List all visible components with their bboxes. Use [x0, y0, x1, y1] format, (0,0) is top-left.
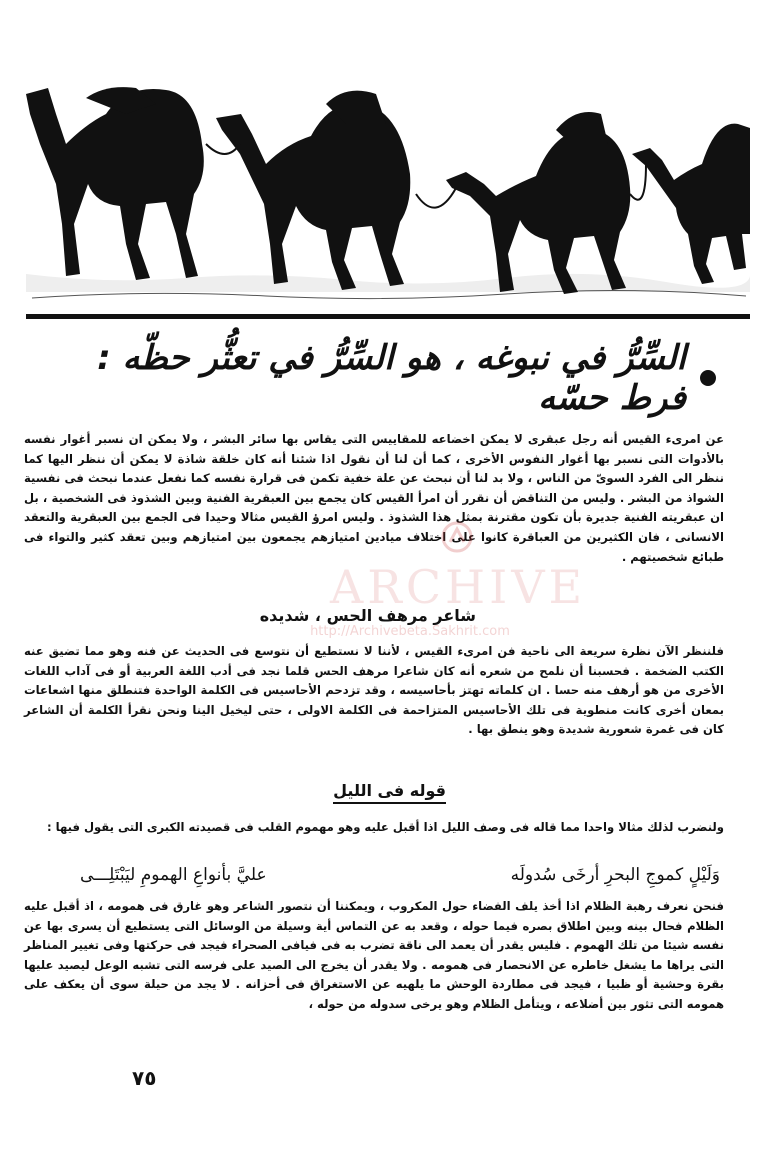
page-number: ٧٥	[132, 1066, 157, 1090]
paragraph-art: فلننظر الآن نظرة سريعة الى ناحية فن امرىء القيس ، لأننا لا نستطيع أن نتوسع فى الحديث عن فنه وهو مما تضيق عنه الكتب الضخمة . فحسبنا أن نلمح من شعره أنه كان شاعرا مرهف الحس قلما نجد فى أدب اللغة العربية أو فى آداب اللغات الأخرى من هو أرهف منه حسا . ان كلماته تهتز بأحاسيسه ، وقد تزدحم الأحاسيس فى الكلمة الواحدة فتنطلق منها اشعاعات بمعان أخرى كانت منطوية فى تلك الأحاسيس المتزاحمة فى الكلمة الاولى ، حتى ليخيل الينا ونحن نقرأ الكلمة أن الشاعر كان فى غمرة شعورية شديدة وهو ينطق بها .	[24, 644, 724, 737]
subheading-night	[333, 781, 446, 804]
article-title	[70, 338, 716, 418]
subheading-sensitive-poet: شاعر مرهف الحس ، شديده	[259, 606, 476, 625]
bullet-icon	[700, 370, 716, 386]
underline	[333, 802, 446, 804]
camel-caravan-silhouette-icon	[26, 84, 750, 326]
paragraph-example: ولنضرب لذلك مثالا واحدا مما قاله فى وصف الليل اذا أقبل عليه وهو مهموم القلب فى قصيدته الكبرى التى يقول فيها :	[46, 820, 724, 834]
watermark-text: ARCHIVE	[330, 560, 587, 614]
verse-first-hemistich: وَلَيْلٍ كموجِ البحرِ أرخَى سُدولَه	[510, 865, 720, 885]
camel-caravan-illustration	[26, 84, 750, 326]
archive-logo-icon	[440, 520, 474, 554]
watermark-url: http://Archivebeta.Sakhrit.com	[310, 624, 510, 639]
subheading-night-text: قوله فى الليل	[333, 781, 446, 800]
poetry-verse	[80, 860, 720, 890]
verse-second-hemistich: عليَّ بأنواعِ الهمومِ ليَبْتَلِـــى	[80, 865, 267, 885]
article-title-text: السِّرُّ في نبوغه ، هو السِّرُّ في تعثُّر حظّه : فرط حسّه	[97, 338, 686, 418]
paragraph-night-analysis: فنحن نعرف رهبة الظلام اذا أخذ يلف الفضاء حول المكروب ، ويمكننا أن نتصور الشاعر وهو غارق فى همومه ، اذ أقبل عليه الظلام فحال بينه وبين اطلاق بصره فيما حوله ، وقعد به عن التماس أية وسيلة من الوسائل التى يستطيع أن يسرى بها عن نفسه شيئا من تلك الهموم . فليس يقدر أن يعمد الى ناقة تضرب به فى فيافى الصحراء فيجد فى حركتها وفى تغيير المناظر التى يراها ما يشغل خاطره عن الانحصار فى همومه . ولا يقدر أن يخرج الى الصيد على فرسه التى تشبه الوعل ليصيد عليها بقرة وحشية أو ظبيا ، فيجد فى مطاردة الوحش ما يلهيه عن الاستغراق فى أحزانه . لا يجد من حيلة سوى أن يعكف على همومه التى تثور بين أضلاعه ، ويتأمل الظلام وهو يرخى سدوله من حوله ،	[24, 899, 724, 1011]
paragraph-intro: عن امرىء القيس أنه رجل عبقرى لا يمكن اخضاعه للمقاييس التى يقاس بها سائر البشر ، ولا يمكن ان نسبر أغوار نفسه بالأدوات التى نسبر بها أغوار النفوس الأخرى ، كما أن لنا أن نقول اذا شئنا أنه كان خلقة شاذة لا يمكن أن ننظر اليها كما ننظر الى الفرد السوىّ من الناس ، ولا بد لنا أن نبحث عن علة خفية تكمن فى قرارة نفسه كما نفعل عندما نبحث فى نفسية الشواذ من البشر . وليس من التناقض أن نقرر أن امرأ القيس كان يجمع بين العبقرية الفنية وبين الشذوذ فى الشخصية ، بل ان عبقريته الفنية جديرة بأن تكون مقترنة بمثل هذا الشذوذ . وليس امرؤ القيس مثالا وحيدا فى الجمع بين العبقرية والتعقد الانسانى ، فان الكثيرين من العباقرة كانوا على اختلاف ميادين امتيازهم يجمعون بين امتيازهم وبين تعقد كثير والتواء فى طبائع شخصيتهم .	[24, 432, 724, 564]
